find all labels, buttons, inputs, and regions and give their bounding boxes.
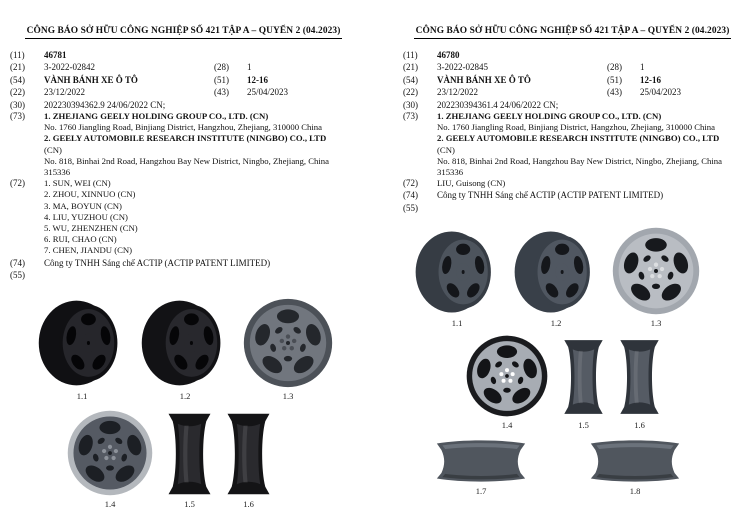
application-number: 3-2022-02845	[437, 62, 488, 73]
figures-row-1	[403, 226, 742, 328]
rim-top-icon	[435, 438, 527, 484]
field-code: (74)	[10, 257, 25, 268]
wheel-perspective-icon	[36, 297, 128, 389]
figures-row-2	[10, 409, 357, 509]
design-figure	[435, 438, 527, 496]
design-title: VÀNH BÁNH XE Ô TÔ	[437, 74, 531, 85]
design-figure	[589, 438, 681, 496]
inventor-name: 2. ZHOU, XINNUO (CN)	[44, 189, 136, 200]
figure-label: 1.5	[184, 499, 195, 509]
figure-label: 1.6	[634, 420, 645, 431]
gazette-header: CÔNG BÁO SỞ HỮU CÔNG NGHIỆP SỐ 421 TẬP A – QUYỂN 2 (04.2023)	[25, 25, 343, 39]
rim-side-icon	[562, 336, 605, 418]
registration-number: 46781	[44, 50, 67, 60]
inventor-name: LIU, Guisong (CN)	[437, 178, 506, 189]
registration-number: 46780	[437, 50, 460, 60]
wheel-perspective-icon	[511, 228, 601, 316]
inventor-name: 4. LIU, YUZHOU (CN)	[44, 211, 128, 222]
figure-label: 1.1	[76, 391, 88, 402]
design-figure	[465, 334, 549, 430]
design-figure	[166, 411, 213, 509]
design-figure	[225, 411, 272, 509]
field-row-11	[403, 49, 742, 61]
field-code: (55)	[10, 270, 25, 281]
field-row-30	[403, 99, 742, 111]
field-code: (21)	[403, 62, 418, 73]
field-code: (30)	[10, 99, 25, 110]
field-code: (30)	[403, 99, 418, 110]
field-code: (28)	[214, 62, 229, 73]
figure-label: 1.1	[451, 318, 463, 329]
applicants-block	[403, 111, 742, 178]
publication-date: 25/04/2023	[640, 87, 682, 98]
wheel-front-icon	[242, 297, 334, 389]
inventor-name: 1. SUN, WEI (CN)	[44, 178, 111, 189]
field-code: (43)	[607, 87, 622, 98]
application-number: 3-2022-02842	[44, 62, 95, 73]
applicant-name: 2. GEELY AUTOMOBILE RESEARCH INSTITUTE (NINGBO) CO., LTD	[44, 133, 327, 144]
rim-side-icon	[618, 336, 661, 418]
wheel-front-icon	[465, 334, 549, 418]
agent-row	[403, 189, 742, 201]
figure-label: 1.4	[501, 420, 513, 431]
rim-side-icon	[166, 411, 213, 497]
applicant-address: No. 818, Binhai 2nd Road, Hangzhou Bay New District, Ningbo, Zhejiang, China	[44, 155, 329, 166]
design-figure	[611, 226, 701, 328]
wheel-front-icon	[66, 409, 154, 497]
field-row-21-28	[10, 61, 357, 73]
priority-data: 202230394361.4 24/06/2022 CN;	[437, 99, 559, 110]
figure-label: 1.5	[578, 420, 589, 431]
figure-label: 1.8	[629, 486, 641, 497]
figures-row-2	[403, 334, 742, 430]
rim-side-icon	[225, 411, 272, 497]
field-code: (11)	[10, 50, 25, 60]
field-row-21-28	[403, 61, 742, 73]
field-row-55	[10, 269, 357, 281]
field-code: (55)	[403, 202, 418, 213]
figure-label: 1.3	[650, 318, 662, 329]
applicant-country: (CN)	[44, 144, 62, 155]
wheel-perspective-icon	[413, 228, 501, 316]
applicant-name: 1. ZHEJIANG GEELY HOLDING GROUP CO., LTD. (CN)	[44, 111, 269, 122]
applicant-address: No. 818, Binhai 2nd Road, Hangzhou Bay New District, Ningbo, Zhejiang, China	[437, 155, 722, 166]
agent-row	[10, 257, 357, 269]
priority-data: 202230394362.9 24/06/2022 CN;	[44, 99, 166, 110]
inventors-lines	[437, 178, 742, 189]
field-code: (54)	[10, 74, 25, 85]
figure-label: 1.7	[475, 486, 487, 497]
wheel-front-icon	[611, 226, 701, 316]
inventor-name: 3. MA, BOYUN (CN)	[44, 200, 122, 211]
design-figure	[511, 228, 601, 328]
gazette-header-wrap	[10, 20, 357, 39]
design-count: 1	[247, 62, 252, 73]
locarno-class: 12-16	[247, 74, 268, 85]
design-count: 1	[640, 62, 645, 73]
applicant-postcode: 315336	[44, 167, 71, 178]
figures-row-1	[10, 297, 357, 401]
gazette-header: CÔNG BÁO SỞ HỮU CÔNG NGHIỆP SỐ 421 TẬP A – QUYỂN 2 (04.2023)	[414, 25, 732, 39]
figures-row-3	[403, 438, 742, 496]
design-figure	[242, 297, 334, 401]
inventors-block	[403, 178, 742, 189]
design-figure	[66, 409, 154, 509]
field-code: (22)	[10, 87, 25, 98]
applicants-lines	[437, 111, 742, 178]
field-row-22-43	[403, 86, 742, 98]
applicant-country: (CN)	[437, 144, 455, 155]
field-code: (21)	[10, 62, 25, 73]
publication-date: 25/04/2023	[247, 87, 289, 98]
design-figure	[138, 297, 232, 401]
gazette-header-wrap	[403, 20, 742, 39]
field-row-54-51	[10, 74, 357, 86]
inventors-block	[10, 178, 357, 256]
field-row-30	[10, 99, 357, 111]
figure-label: 1.6	[243, 499, 254, 509]
wheel-perspective-icon	[138, 297, 232, 389]
applicant-address: No. 1760 Jiangling Road, Binjiang District, Hangzhou, Zhejiang, 310000 China	[437, 122, 715, 133]
design-title: VÀNH BÁNH XE Ô TÔ	[44, 74, 138, 85]
field-row-54-51	[403, 74, 742, 86]
applicant-address: No. 1760 Jiangling Road, Binjiang District, Hangzhou, Zhejiang, 310000 China	[44, 122, 322, 133]
inventor-name: 5. WU, ZHENZHEN (CN)	[44, 223, 138, 234]
field-code: (51)	[214, 74, 229, 85]
locarno-class: 12-16	[640, 74, 661, 85]
field-code: (54)	[403, 74, 418, 85]
field-code: (73)	[403, 111, 418, 122]
applicants-block	[10, 111, 357, 178]
gazette-page-right	[375, 0, 750, 500]
figure-label: 1.4	[104, 499, 116, 509]
agent-name: Công ty TNHH Sáng chế ACTIP (ACTIP PATENT LIMITED)	[437, 190, 664, 201]
field-row-11	[10, 49, 357, 61]
applicants-lines	[44, 111, 357, 178]
inventors-lines	[44, 178, 357, 256]
rim-top-icon	[589, 438, 681, 484]
field-code: (51)	[607, 74, 622, 85]
field-code: (73)	[10, 111, 25, 122]
applicant-postcode: 315336	[437, 167, 464, 178]
design-figure	[36, 297, 128, 401]
field-code: (72)	[403, 178, 418, 189]
field-code: (11)	[403, 50, 418, 60]
figure-label: 1.3	[282, 391, 294, 402]
filing-date: 23/12/2022	[437, 87, 479, 98]
field-row-22-43	[10, 86, 357, 98]
field-code: (72)	[10, 178, 25, 189]
inventor-name: 6. RUI, CHAO (CN)	[44, 234, 117, 245]
field-code: (74)	[403, 190, 418, 201]
figure-label: 1.2	[179, 391, 191, 402]
applicant-name: 1. ZHEJIANG GEELY HOLDING GROUP CO., LTD. (CN)	[437, 111, 662, 122]
filing-date: 23/12/2022	[44, 87, 86, 98]
design-figure	[413, 228, 501, 328]
design-figure	[562, 336, 605, 430]
design-figure	[618, 336, 661, 430]
inventor-name: 7. CHEN, JIANDU (CN)	[44, 245, 133, 256]
field-code: (22)	[403, 87, 418, 98]
field-code: (28)	[607, 62, 622, 73]
agent-name: Công ty TNHH Sáng chế ACTIP (ACTIP PATENT LIMITED)	[44, 257, 271, 268]
field-row-55	[403, 202, 742, 214]
figure-label: 1.2	[550, 318, 562, 329]
applicant-name: 2. GEELY AUTOMOBILE RESEARCH INSTITUTE (NINGBO) CO., LTD	[437, 133, 720, 144]
field-code: (43)	[214, 87, 229, 98]
